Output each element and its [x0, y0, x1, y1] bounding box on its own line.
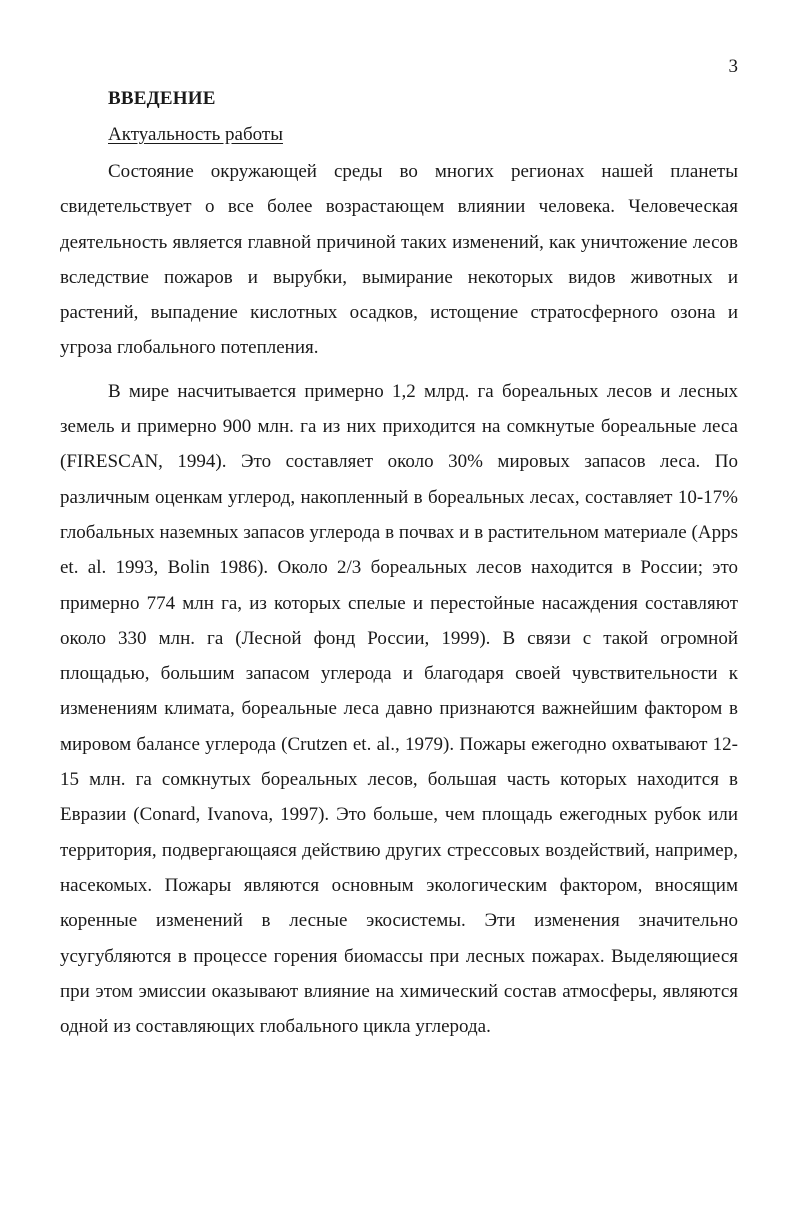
section-heading: ВВЕДЕНИЕ [108, 88, 216, 109]
paragraph-boreal-forests: В мире насчитывается примерно 1,2 млрд. га бореальных лесов и лесных земель и примерно 900 млн. га из них приходится на сомкнутые бореальные леса (FIRESCAN, 1994). Это составляет около 30% мировых запасов леса. По различным оценкам углерод, накопленный в бореальных лесах, составляет 10-17% глобальных наземных запасов углерода в почвах и в растительном материале (Apps et. al. 1993, Bolin 1986). Около 2/3 бореальных лесов находится в России; это примерно 774 млн га, из которых спелые и перестойные насаждения составляют около 330 млн. га (Лесной фонд России, 1999). В связи с такой огромной площадью, большим запасом углерода и благодаря своей чувствительности к изменениям климата, бореальные леса давно признаются важнейшим фактором в мировом балансе углерода (Crutzen et. al., 1979). Пожары ежегодно охватывают 12-15 млн. га сомкнутых бореальных лесов, большая часть которых находится в Евразии (Conard, Ivanova, 1997). Это больше, чем площадь ежегодных рубок или территория, подвергающаяся действию других стрессовых воздействий, например, насекомых. Пожары являются основным экологическим фактором, вносящим коренные изменений в лесные экосистемы. Эти изменения значительно усугубляются в процессе горения биомассы при лесных пожарах. Выделяющиеся при этом эмиссии оказывают влияние на химический состав атмосферы, являются одной из составляющих глобального цикла углерода. [60, 380, 738, 1038]
page-number: 3 [728, 56, 738, 77]
subsection-heading: Актуальность работы [108, 124, 283, 145]
paragraph-intro: Состояние окружающей среды во многих регионах нашей планеты свидетельствует о все более возрастающем влиянии человека. Человеческая деятельность является главной причиной таких изменений, как уничтожение лесов вследствие пожаров и вырубки, вымирание некоторых видов животных и растений, выпадение кислотных осадков, истощение стратосферного озона и угроза глобального потепления. [60, 161, 738, 359]
document-body [60, 88, 738, 1044]
